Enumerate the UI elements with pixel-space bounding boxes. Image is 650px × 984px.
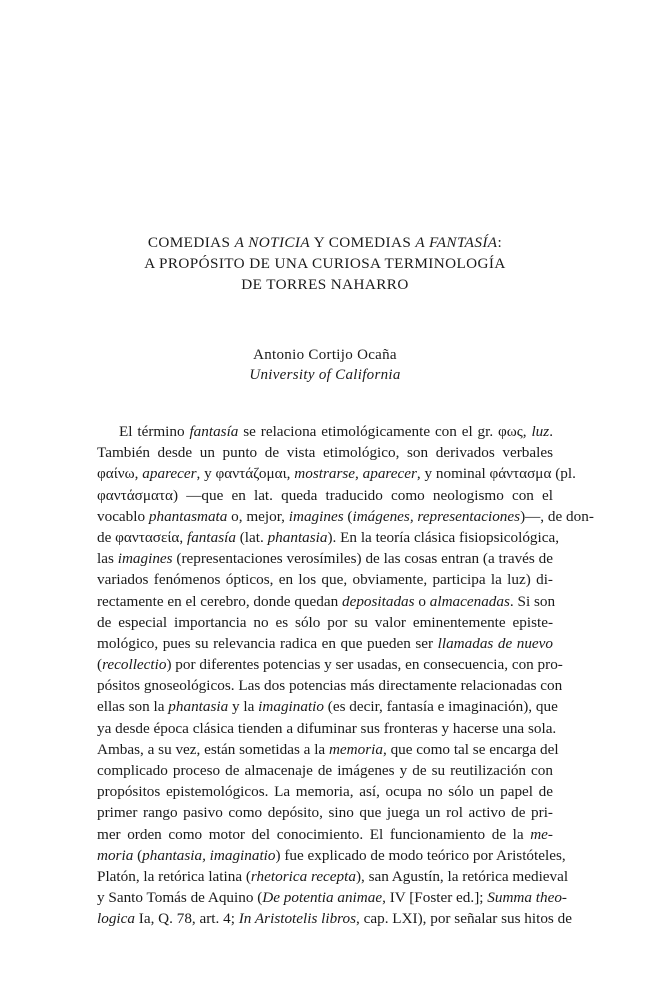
author-block — [60, 345, 590, 385]
body-text — [97, 421, 594, 930]
body-line: pósitos gnoseológicos. Las dos potencias más directamente relacionadas con — [97, 677, 563, 695]
body-line: propósitos epistemológicos. La memoria, así, ocupa no sólo un papel de — [97, 783, 553, 801]
body-line: moria (phantasia, imaginatio) fue explicado de modo teórico por Aristóteles, — [97, 846, 566, 864]
body-line: Ambas, a su vez, están sometidas a la memoria, que como tal se encarga del — [97, 740, 559, 758]
author-name: Antonio Cortijo Ocaña — [253, 347, 397, 363]
body-line: rectamente en el cerebro, donde quedan depositadas o almacenadas. Si son — [97, 592, 556, 610]
body-line: ellas son la phantasia y la imaginatio (es decir, fantasía e imaginación), que — [97, 698, 558, 716]
body-line: φαντάσματα) —que en lat. queda traducido como neologismo con el — [97, 486, 553, 504]
body-line: Platón, la retórica latina (rhetorica recepta), san Agustín, la retórica medieval — [97, 867, 569, 885]
body-line: logica Ia, Q. 78, art. 4; In Aristotelis libros, cap. LXI), por señalar sus hitos de — [97, 910, 572, 928]
body-line: mer orden como motor del conocimiento. El funcionamiento de la me- — [97, 825, 553, 843]
body-line: ya desde época clásica tienden a difuminar sus fronteras y hacerse una sola. — [97, 719, 557, 737]
body-line: de φαντασεία, fantasía (lat. phantasia). En la teoría clásica fisiopsicológica, — [97, 528, 560, 546]
title-line: DE TORRES NAHARRO — [241, 276, 409, 293]
title-line: A PROPÓSITO DE UNA CURIOSA TERMINOLOGÍA — [144, 255, 506, 272]
body-line: También desde un punto de vista etimológico, son derivados verbales — [97, 444, 553, 462]
body-line: mológico, pues su relevancia radica en que pueden ser llamadas de nuevo — [97, 634, 553, 652]
author-affiliation: University of California — [249, 367, 401, 383]
body-line: vocablo phantasmata o, mejor, imagines (imágenes, representaciones)—, de don- — [97, 507, 594, 525]
body-line: y Santo Tomás de Aquino (De potentia animae, IV [Foster ed.]; Summa theo- — [97, 889, 567, 907]
body-line: de especial importancia no es sólo por su valor eminentemente episte- — [97, 613, 553, 631]
body-line: (recollectio) por diferentes potencias y ser usadas, en consecuencia, con pro- — [97, 656, 563, 674]
body-line: complicado proceso de almacenaje de imágenes y de su reutilización con — [97, 762, 553, 779]
body-line: φαίνω, aparecer, y φαντάζομαι, mostrarse, aparecer, y nominal φάντασμα (pl. — [97, 465, 576, 483]
body-line: primer rango pasivo como depósito, sino que juega un rol activo de pri- — [97, 804, 553, 822]
body-line: El término fantasía se relaciona etimológicamente con el gr. φως, luz. — [119, 423, 553, 440]
body-line: las imagines (representaciones verosímiles) de las cosas entran (a través de — [97, 550, 554, 568]
title-line: COMEDIAS A NOTICIA Y COMEDIAS A FANTASÍA: — [147, 234, 503, 251]
article-title — [60, 232, 590, 295]
body-line: variados fenómenos ópticos, en los que, obviamente, participa la luz) di- — [97, 571, 553, 589]
